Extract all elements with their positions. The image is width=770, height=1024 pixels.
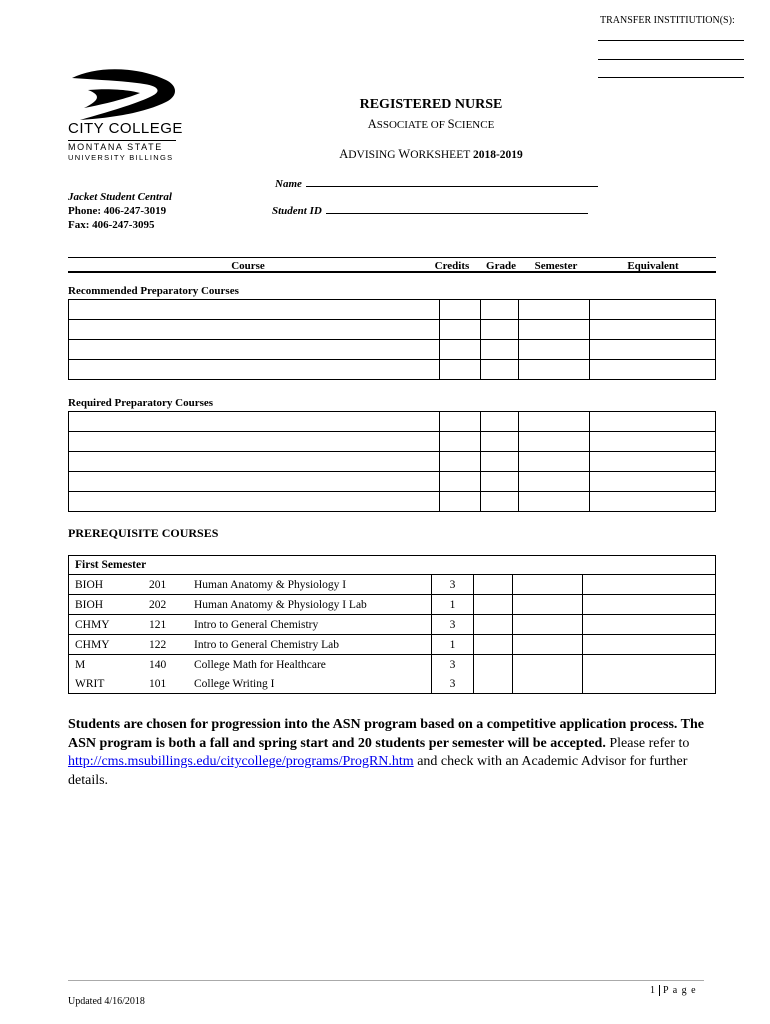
- table-cell[interactable]: [481, 452, 519, 472]
- equivalent-cell[interactable]: [583, 655, 716, 675]
- table-cell[interactable]: [481, 412, 519, 432]
- table-cell[interactable]: [519, 412, 590, 432]
- section-required: Required Preparatory Courses: [68, 397, 214, 409]
- student-name-field[interactable]: Name: [275, 177, 598, 190]
- logo-name: CITY COLLEGE: [68, 120, 183, 137]
- table-cell[interactable]: [440, 320, 481, 340]
- course-number: 140: [143, 655, 188, 675]
- table-row: [69, 575, 716, 595]
- column-credits: Credits: [434, 260, 470, 272]
- transfer-line-1: [598, 40, 744, 41]
- table-cell[interactable]: [440, 492, 481, 512]
- course-subject: CHMY: [69, 635, 144, 655]
- city-college-logo-icon: [66, 68, 181, 123]
- semester-cell[interactable]: [513, 674, 583, 694]
- admission-note: [68, 716, 708, 790]
- section-prerequisite: PREREQUISITE COURSES: [68, 526, 219, 540]
- program-title: REGISTERED NURSE: [359, 97, 503, 112]
- grade-cell[interactable]: [474, 595, 513, 615]
- table-cell[interactable]: [519, 300, 590, 320]
- table-cell[interactable]: [590, 472, 716, 492]
- equivalent-cell[interactable]: [583, 575, 716, 595]
- semester-cell[interactable]: [513, 575, 583, 595]
- table-cell[interactable]: [481, 360, 519, 380]
- table-cell[interactable]: [69, 432, 440, 452]
- required-courses-table: [68, 411, 716, 512]
- table-cell[interactable]: [519, 452, 590, 472]
- table-cell[interactable]: [69, 300, 440, 320]
- grade-cell[interactable]: [474, 674, 513, 694]
- course-number: 101: [143, 674, 188, 694]
- table-row: [69, 635, 716, 655]
- table-cell[interactable]: [440, 452, 481, 472]
- course-credits: 3: [432, 575, 474, 595]
- grade-cell[interactable]: [474, 575, 513, 595]
- table-cell[interactable]: [69, 320, 440, 340]
- phone-number: Phone: 406-247-3019: [68, 205, 167, 217]
- contact-info: [68, 190, 172, 232]
- table-cell[interactable]: [69, 452, 440, 472]
- table-cell[interactable]: [519, 320, 590, 340]
- grade-cell[interactable]: [474, 635, 513, 655]
- semester-cell[interactable]: [513, 615, 583, 635]
- table-cell[interactable]: [519, 360, 590, 380]
- course-subject: WRIT: [69, 674, 144, 694]
- table-cell[interactable]: [481, 320, 519, 340]
- course-credits: 3: [432, 615, 474, 635]
- note-bold-text: Students are chosen for progression into the ASN program based on a competitive application process. The ASN program is both a fall and spring start and 20 students per semester will be accepted.: [68, 717, 705, 751]
- first-semester-table: [68, 555, 716, 694]
- student-id-field[interactable]: Student ID: [272, 204, 588, 217]
- table-cell[interactable]: [481, 432, 519, 452]
- table-cell[interactable]: [481, 300, 519, 320]
- table-cell[interactable]: [590, 300, 716, 320]
- course-number: 121: [143, 615, 188, 635]
- grade-cell[interactable]: [474, 615, 513, 635]
- table-cell[interactable]: [519, 432, 590, 452]
- equivalent-cell[interactable]: [583, 674, 716, 694]
- course-subject: BIOH: [69, 575, 144, 595]
- table-cell[interactable]: [590, 432, 716, 452]
- table-cell[interactable]: [590, 360, 716, 380]
- table-cell[interactable]: [69, 340, 440, 360]
- course-title: Intro to General Chemistry: [188, 615, 432, 635]
- program-link[interactable]: http://cms.msubillings.edu/citycollege/programs/ProgRN.htm: [68, 754, 414, 769]
- degree-title: ASSOCIATE OF SCIENCE: [367, 117, 495, 131]
- course-credits: 1: [432, 595, 474, 615]
- transfer-institution-label: TRANSFER INSTITIUTION(S):: [600, 15, 735, 26]
- semester-cell[interactable]: [513, 595, 583, 615]
- table-cell[interactable]: [69, 492, 440, 512]
- equivalent-cell[interactable]: [583, 615, 716, 635]
- table-cell[interactable]: [440, 340, 481, 360]
- worksheet-title: ADVISING WORKSHEET 2018-2019: [339, 147, 523, 161]
- table-cell[interactable]: [440, 300, 481, 320]
- course-subject: BIOH: [69, 595, 144, 615]
- footer-divider: [68, 980, 704, 981]
- office-name: Jacket Student Central: [68, 191, 172, 203]
- course-number: 202: [143, 595, 188, 615]
- table-cell[interactable]: [481, 340, 519, 360]
- updated-date: Updated 4/16/2018: [68, 996, 145, 1007]
- table-cell[interactable]: [519, 340, 590, 360]
- note-post-link: and check with an Academic Advisor for further details.: [68, 754, 688, 788]
- table-cell[interactable]: [440, 360, 481, 380]
- column-grade: Grade: [486, 260, 516, 272]
- column-semester: Semester: [534, 260, 578, 272]
- table-cell[interactable]: [481, 472, 519, 492]
- table-cell[interactable]: [519, 472, 590, 492]
- semester-cell[interactable]: [513, 655, 583, 675]
- table-cell[interactable]: [69, 472, 440, 492]
- course-credits: 1: [432, 635, 474, 655]
- note-pre-link: Please refer to: [605, 735, 690, 751]
- page-number: 1 P a g e: [650, 985, 697, 996]
- course-subject: M: [69, 655, 144, 675]
- course-credits: 3: [432, 674, 474, 694]
- equivalent-cell[interactable]: [583, 595, 716, 615]
- table-cell[interactable]: [440, 412, 481, 432]
- first-semester-label: First Semester: [69, 556, 716, 575]
- course-subject: CHMY: [69, 615, 144, 635]
- fax-number: Fax: 406-247-3095: [68, 219, 155, 231]
- transfer-line-2: [598, 59, 744, 60]
- table-cell[interactable]: [590, 452, 716, 472]
- table-cell[interactable]: [69, 360, 440, 380]
- table-cell[interactable]: [590, 340, 716, 360]
- first-semester-header-row: [69, 556, 716, 575]
- table-cell[interactable]: [440, 472, 481, 492]
- table-row: [69, 674, 716, 694]
- course-title: College Math for Healthcare: [188, 655, 432, 675]
- transfer-line-3: [598, 77, 744, 78]
- table-cell[interactable]: [590, 320, 716, 340]
- table-row: [69, 595, 716, 615]
- logo-subtitle-2: UNIVERSITY BILLINGS: [68, 153, 174, 162]
- table-cell[interactable]: [481, 492, 519, 512]
- table-cell[interactable]: [440, 432, 481, 452]
- semester-cell[interactable]: [513, 635, 583, 655]
- logo-divider: [68, 140, 176, 141]
- grade-cell[interactable]: [474, 655, 513, 675]
- table-cell[interactable]: [590, 492, 716, 512]
- table-cell[interactable]: [519, 492, 590, 512]
- course-title: Human Anatomy & Physiology I Lab: [188, 595, 432, 615]
- column-course: Course: [231, 260, 265, 272]
- table-cell[interactable]: [69, 412, 440, 432]
- course-credits: 3: [432, 655, 474, 675]
- course-title: Intro to General Chemistry Lab: [188, 635, 432, 655]
- course-number: 201: [143, 575, 188, 595]
- table-cell[interactable]: [590, 412, 716, 432]
- course-title: Human Anatomy & Physiology I: [188, 575, 432, 595]
- section-recommended: Recommended Preparatory Courses: [68, 285, 239, 297]
- course-title: College Writing I: [188, 674, 432, 694]
- equivalent-cell[interactable]: [583, 635, 716, 655]
- header-rule-bottom: [68, 271, 716, 273]
- header-rule-top: [68, 257, 716, 258]
- recommended-courses-table: [68, 299, 716, 380]
- table-row: [69, 615, 716, 635]
- table-row: [69, 655, 716, 675]
- column-equivalent: Equivalent: [627, 260, 679, 272]
- course-number: 122: [143, 635, 188, 655]
- logo-subtitle-1: MONTANA STATE: [68, 142, 163, 152]
